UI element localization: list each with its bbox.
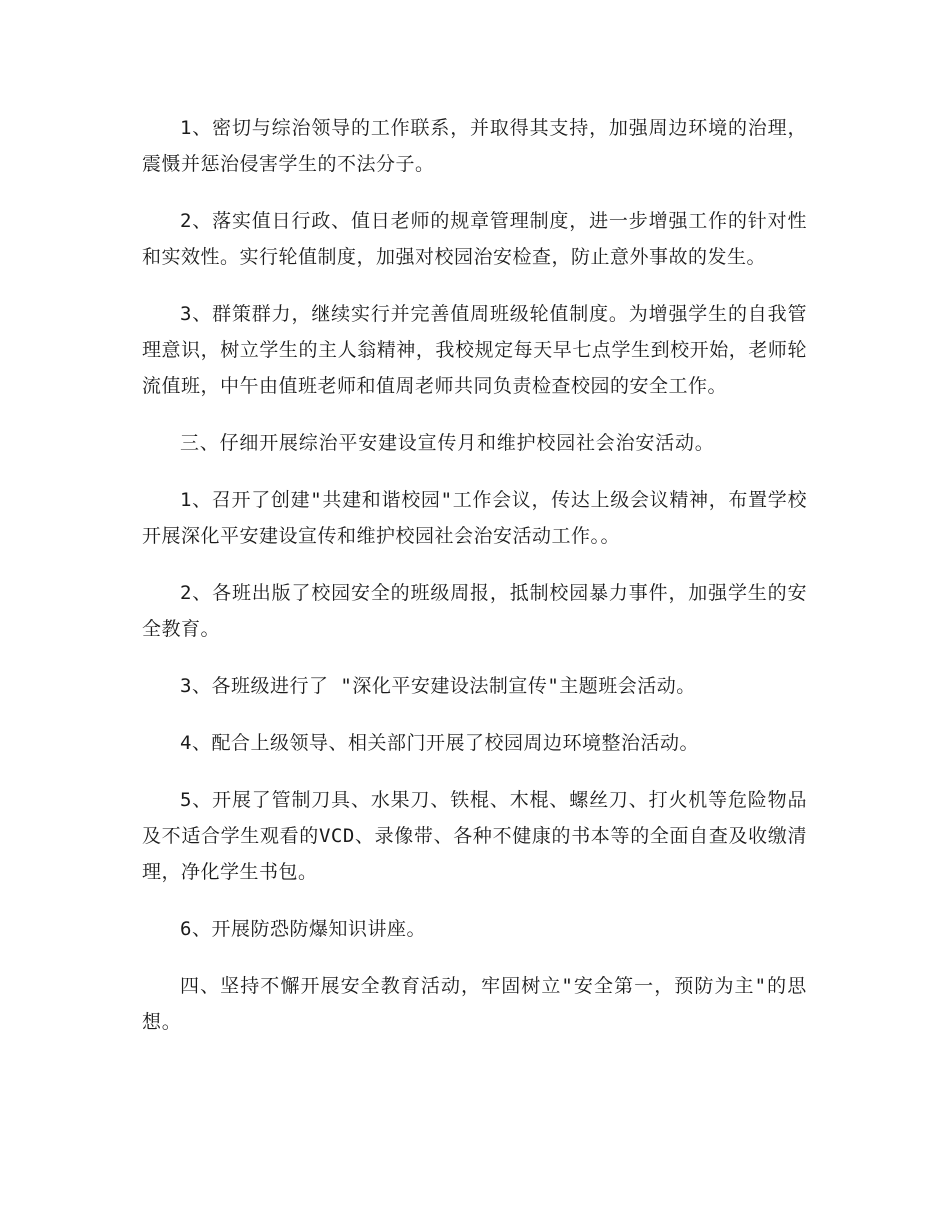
paragraph-item-3-3: 3、各班级进行了 "深化平安建设法制宣传"主题班会活动。 <box>180 675 696 697</box>
section-heading-4: 四、坚持不懈开展安全教育活动，牢固树立"安全第一，预防为主"的思想。 <box>142 975 807 1033</box>
document-body <box>142 110 807 1061</box>
paragraph-item-3-2: 2、各班出版了校园安全的班级周报，抵制校园暴力事件，加强学生的安全教育。 <box>142 582 807 640</box>
paragraph-item-3-1: 1、召开了创建"共建和谐校园"工作会议，传达上级会议精神，布置学校开展深化平安建设宣传和维护校园社会治安活动工作。。 <box>142 489 807 547</box>
paragraph-item-3-6: 6、开展防恐防爆知识讲座。 <box>180 918 426 940</box>
paragraph-item-3-4: 4、配合上级领导、相关部门开展了校园周边环境整治活动。 <box>180 732 699 754</box>
paragraph-item-3-5: 5、开展了管制刀具、水果刀、铁棍、木棍、螺丝刀、打火机等危险物品及不适合学生观看的VCD、录像带、各种不健康的书本等的全面自查及收缴清理，净化学生书包。 <box>142 789 807 883</box>
paragraph-item-3: 3、群策群力，继续实行并完善值周班级轮值制度。为增强学生的自我管理意识，树立学生的主人翁精神，我校规定每天早七点学生到校开始，老师轮流值班，中午由值班老师和值周老师共同负责检查校园的安全工作。 <box>142 303 807 397</box>
paragraph-item-2: 2、落实值日行政、值日老师的规章管理制度，进一步增强工作的针对性和实效性。实行轮值制度，加强对校园治安检查，防止意外事故的发生。 <box>142 210 807 268</box>
section-heading-3: 三、仔细开展综治平安建设宣传月和维护校园社会治安活动。 <box>180 432 715 454</box>
paragraph-item-1: 1、密切与综治领导的工作联系，并取得其支持，加强周边环境的治理，震慑并惩治侵害学生的不法分子。 <box>142 117 807 175</box>
